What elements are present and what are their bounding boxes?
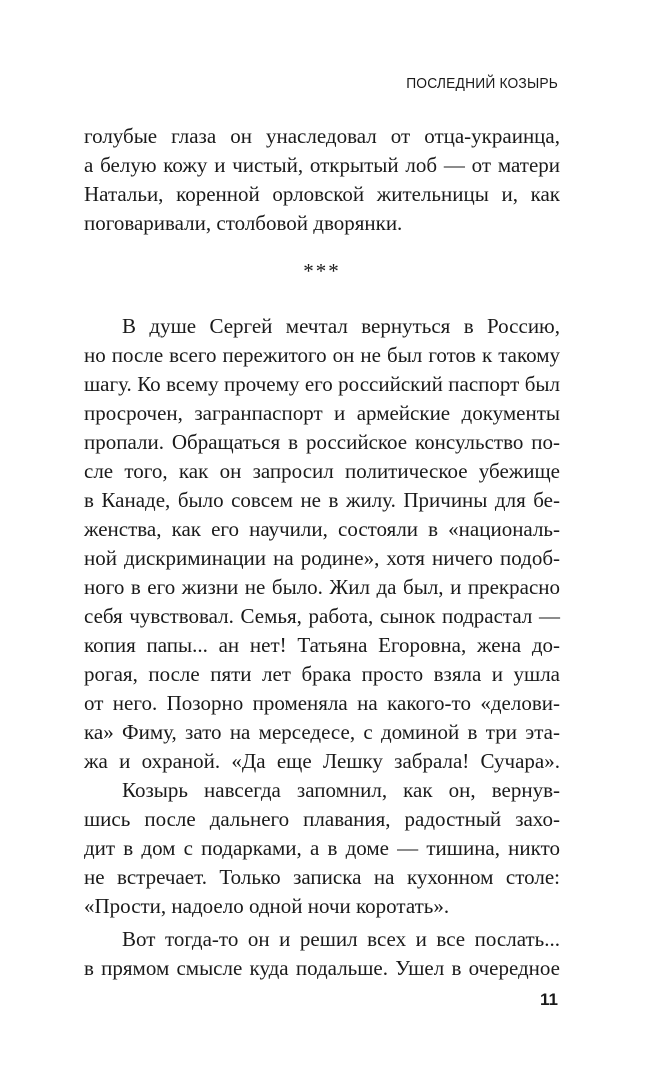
section-break: ***: [303, 259, 341, 283]
text-line: шагу. Ко всему прочему его российский паспорт был: [84, 372, 560, 396]
text-line: «Прости, надоело одной ночи коротать».: [84, 894, 450, 918]
text-line: в Канаде, было совсем не в жилу. Причины для бе-: [84, 488, 560, 512]
paragraph: [84, 925, 560, 983]
text-line: Козырь навсегда запомнил, как он, вернув-: [122, 778, 560, 802]
running-title: ПОСЛЕДНИЙ КОЗЫРЬ: [406, 75, 558, 92]
text-line: а белую кожу и чистый, открытый лоб — от матери: [84, 153, 560, 177]
text-line: копия папы... ан нет! Татьяна Егоровна, жена до-: [84, 633, 560, 657]
text-line: Вот тогда-то он и решил всех и все послать...: [122, 927, 560, 951]
text-line: сле того, как он запросил политическое убежище: [84, 459, 560, 483]
text-line: голубые глаза он унаследовал от отца-украинца,: [84, 124, 560, 148]
text-line: ного в его жизни не было. Жил да был, и прекрасно: [84, 575, 560, 599]
text-line: рогая, после пяти лет брака просто взяла и ушла: [84, 662, 560, 686]
text-line: жа и охраной. «Да еще Лешку забрала! Сучара».: [84, 749, 560, 773]
paragraph-continuation: [84, 122, 560, 238]
text-line: женства, как его научили, состояли в «националь-: [84, 517, 560, 541]
text-line: дит в дом с подарками, а в доме — тишина, никто: [84, 836, 560, 860]
text-line: ка» Фиму, зато на мерседесе, с доминой в три эта-: [84, 720, 560, 744]
text-line: от него. Позорно променяла на какого-то «делови-: [84, 691, 560, 715]
text-line: просрочен, загранпаспорт и армейские документы: [84, 401, 560, 425]
paragraph: [84, 312, 560, 776]
text-line: ной дискриминации на родине», хотя ничего подоб-: [84, 546, 560, 570]
text-line: но после всего пережитого он не был готов к такому: [84, 343, 560, 367]
page-number: 11: [540, 990, 558, 1009]
text-line: не встречает. Только записка на кухонном столе:: [84, 865, 560, 889]
text-line: себя чувствовал. Семья, работа, сынок подрастал —: [84, 604, 560, 628]
text-line: Натальи, коренной орловской жительницы и, как: [84, 182, 560, 206]
text-line: в прямом смысле куда подальше. Ушел в очередное: [84, 956, 560, 980]
text-line: пропали. Обращаться в российское консульство по-: [84, 430, 560, 454]
text-line: поговаривали, столбовой дворянки.: [84, 211, 403, 235]
text-line: шись после дальнего плавания, радостный захо-: [84, 807, 560, 831]
text-line: В душе Сергей мечтал вернуться в Россию,: [122, 314, 560, 338]
paragraph: [84, 776, 560, 921]
